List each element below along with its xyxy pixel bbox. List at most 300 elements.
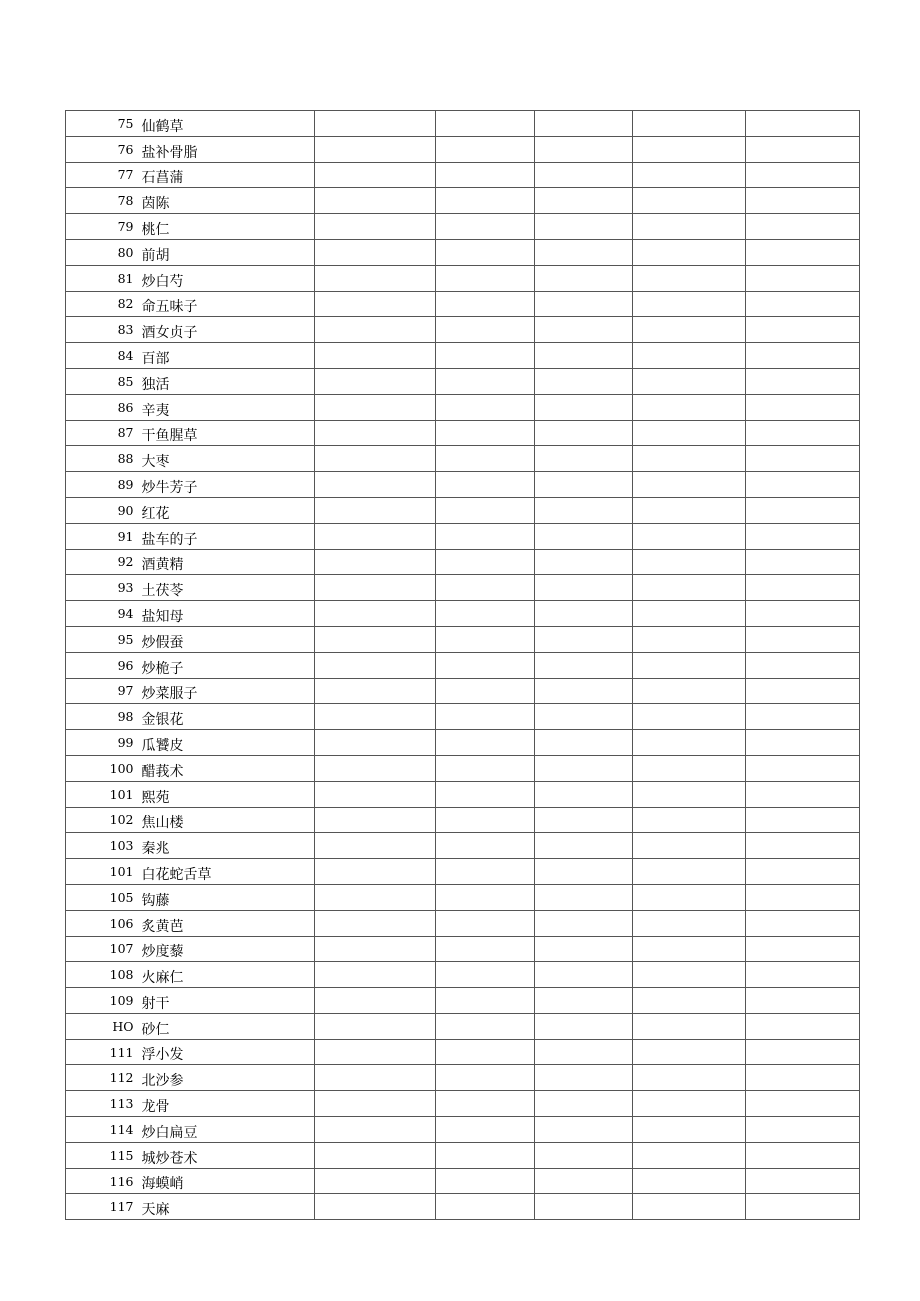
empty-cell (535, 678, 633, 704)
empty-cell (535, 730, 633, 756)
herb-name: 盐补骨脂 (141, 136, 315, 162)
empty-cell (633, 394, 746, 420)
empty-cell (315, 807, 436, 833)
row-number: 116 (66, 1168, 141, 1194)
empty-cell (436, 214, 535, 240)
herb-name: 前胡 (141, 239, 315, 265)
empty-cell (633, 1091, 746, 1117)
table-row (66, 343, 860, 369)
empty-cell (315, 317, 436, 343)
table-row (66, 1142, 860, 1168)
row-number: 112 (66, 1065, 141, 1091)
empty-cell (633, 1117, 746, 1143)
empty-cell (746, 549, 860, 575)
empty-cell (633, 988, 746, 1014)
table-row (66, 136, 860, 162)
empty-cell (436, 291, 535, 317)
empty-cell (436, 988, 535, 1014)
table-row (66, 936, 860, 962)
empty-cell (633, 781, 746, 807)
herb-name: 命五味子 (141, 291, 315, 317)
empty-cell (436, 807, 535, 833)
empty-cell (436, 420, 535, 446)
empty-cell (633, 807, 746, 833)
table-row (66, 652, 860, 678)
row-number: 82 (66, 291, 141, 317)
row-number: 92 (66, 549, 141, 575)
empty-cell (746, 988, 860, 1014)
empty-cell (633, 936, 746, 962)
table-row (66, 420, 860, 446)
table-row (66, 1013, 860, 1039)
empty-cell (535, 446, 633, 472)
row-number: 93 (66, 575, 141, 601)
empty-cell (746, 1091, 860, 1117)
empty-cell (436, 549, 535, 575)
empty-cell (746, 472, 860, 498)
empty-cell (436, 317, 535, 343)
empty-cell (315, 446, 436, 472)
table-row (66, 1194, 860, 1220)
herb-name: 土茯苓 (141, 575, 315, 601)
empty-cell (436, 1065, 535, 1091)
empty-cell (633, 1013, 746, 1039)
empty-cell (436, 111, 535, 137)
row-number: 101 (66, 859, 141, 885)
herb-name: 独活 (141, 368, 315, 394)
empty-cell (746, 781, 860, 807)
herb-table-container (65, 110, 859, 1220)
empty-cell (535, 549, 633, 575)
herb-name: 砂仁 (141, 1013, 315, 1039)
table-row (66, 162, 860, 188)
empty-cell (746, 575, 860, 601)
herb-name: 秦兆 (141, 833, 315, 859)
empty-cell (633, 678, 746, 704)
herb-name: 盐车的子 (141, 523, 315, 549)
herb-name: 火麻仁 (141, 962, 315, 988)
empty-cell (633, 317, 746, 343)
empty-cell (746, 652, 860, 678)
empty-cell (436, 936, 535, 962)
empty-cell (746, 239, 860, 265)
empty-cell (535, 394, 633, 420)
table-row (66, 884, 860, 910)
herb-name: 天麻 (141, 1194, 315, 1220)
empty-cell (535, 1117, 633, 1143)
empty-cell (535, 988, 633, 1014)
empty-cell (535, 136, 633, 162)
empty-cell (633, 549, 746, 575)
empty-cell (315, 1194, 436, 1220)
empty-cell (315, 678, 436, 704)
empty-cell (633, 111, 746, 137)
empty-cell (633, 136, 746, 162)
empty-cell (746, 394, 860, 420)
empty-cell (633, 291, 746, 317)
row-number: 111 (66, 1039, 141, 1065)
empty-cell (315, 523, 436, 549)
empty-cell (436, 884, 535, 910)
empty-cell (315, 962, 436, 988)
table-row (66, 678, 860, 704)
empty-cell (535, 1142, 633, 1168)
empty-cell (436, 755, 535, 781)
empty-cell (315, 1039, 436, 1065)
empty-cell (633, 859, 746, 885)
table-row (66, 1039, 860, 1065)
herb-name: 炒度藜 (141, 936, 315, 962)
empty-cell (436, 1142, 535, 1168)
empty-cell (436, 188, 535, 214)
empty-cell (633, 1065, 746, 1091)
empty-cell (746, 730, 860, 756)
row-number: 86 (66, 394, 141, 420)
herb-name: 百部 (141, 343, 315, 369)
empty-cell (746, 678, 860, 704)
empty-cell (746, 1117, 860, 1143)
empty-cell (315, 1091, 436, 1117)
empty-cell (436, 239, 535, 265)
herb-name: 炒白芍 (141, 265, 315, 291)
empty-cell (633, 652, 746, 678)
empty-cell (315, 497, 436, 523)
empty-cell (633, 214, 746, 240)
empty-cell (315, 343, 436, 369)
empty-cell (633, 497, 746, 523)
empty-cell (746, 755, 860, 781)
empty-cell (535, 781, 633, 807)
empty-cell (746, 1194, 860, 1220)
empty-cell (436, 162, 535, 188)
empty-cell (633, 239, 746, 265)
empty-cell (746, 1168, 860, 1194)
empty-cell (535, 704, 633, 730)
empty-cell (315, 136, 436, 162)
row-number: 105 (66, 884, 141, 910)
empty-cell (535, 239, 633, 265)
empty-cell (436, 652, 535, 678)
table-row (66, 111, 860, 137)
table-row (66, 859, 860, 885)
herb-name: 炒假蚕 (141, 626, 315, 652)
empty-cell (746, 188, 860, 214)
herb-name: 炒桅子 (141, 652, 315, 678)
table-row (66, 446, 860, 472)
empty-cell (633, 1168, 746, 1194)
empty-cell (746, 910, 860, 936)
empty-cell (633, 910, 746, 936)
empty-cell (436, 730, 535, 756)
table-row (66, 575, 860, 601)
herb-name: 炒菜服子 (141, 678, 315, 704)
empty-cell (746, 807, 860, 833)
empty-cell (535, 807, 633, 833)
empty-cell (535, 420, 633, 446)
empty-cell (315, 1013, 436, 1039)
row-number: 91 (66, 523, 141, 549)
empty-cell (633, 1142, 746, 1168)
empty-cell (746, 601, 860, 627)
empty-cell (535, 1168, 633, 1194)
herb-name: 炙黄芭 (141, 910, 315, 936)
empty-cell (746, 1013, 860, 1039)
empty-cell (746, 523, 860, 549)
row-number: 102 (66, 807, 141, 833)
table-row (66, 1065, 860, 1091)
table-row (66, 704, 860, 730)
empty-cell (746, 884, 860, 910)
empty-cell (436, 704, 535, 730)
empty-cell (535, 910, 633, 936)
empty-cell (633, 962, 746, 988)
empty-cell (633, 420, 746, 446)
empty-cell (315, 730, 436, 756)
table-row (66, 988, 860, 1014)
empty-cell (633, 368, 746, 394)
empty-cell (436, 833, 535, 859)
herb-name: 酒黄精 (141, 549, 315, 575)
row-number: 89 (66, 472, 141, 498)
empty-cell (535, 859, 633, 885)
empty-cell (633, 575, 746, 601)
empty-cell (535, 962, 633, 988)
empty-cell (746, 136, 860, 162)
empty-cell (633, 1039, 746, 1065)
empty-cell (535, 472, 633, 498)
row-number: 99 (66, 730, 141, 756)
row-number: 97 (66, 678, 141, 704)
table-row (66, 962, 860, 988)
table-row (66, 781, 860, 807)
herb-name: 大枣 (141, 446, 315, 472)
empty-cell (535, 291, 633, 317)
empty-cell (315, 265, 436, 291)
empty-cell (436, 472, 535, 498)
empty-cell (315, 239, 436, 265)
table-row (66, 239, 860, 265)
empty-cell (535, 755, 633, 781)
empty-cell (746, 214, 860, 240)
herb-name: 炒牛芳子 (141, 472, 315, 498)
empty-cell (535, 368, 633, 394)
empty-cell (746, 1142, 860, 1168)
table-row (66, 291, 860, 317)
empty-cell (436, 1013, 535, 1039)
row-number: HO (66, 1013, 141, 1039)
row-number: 98 (66, 704, 141, 730)
empty-cell (315, 1142, 436, 1168)
empty-cell (746, 420, 860, 446)
empty-cell (746, 859, 860, 885)
empty-cell (746, 1039, 860, 1065)
row-number: 106 (66, 910, 141, 936)
empty-cell (535, 601, 633, 627)
row-number: 117 (66, 1194, 141, 1220)
herb-name: 熙苑 (141, 781, 315, 807)
empty-cell (633, 162, 746, 188)
empty-cell (535, 575, 633, 601)
empty-cell (535, 162, 633, 188)
empty-cell (633, 188, 746, 214)
empty-cell (315, 188, 436, 214)
empty-cell (746, 291, 860, 317)
herb-name: 茵陈 (141, 188, 315, 214)
empty-cell (746, 317, 860, 343)
row-number: 85 (66, 368, 141, 394)
empty-cell (436, 343, 535, 369)
row-number: 114 (66, 1117, 141, 1143)
empty-cell (535, 626, 633, 652)
row-number: 83 (66, 317, 141, 343)
table-row (66, 755, 860, 781)
empty-cell (633, 730, 746, 756)
row-number: 84 (66, 343, 141, 369)
herb-table (65, 110, 860, 1220)
herb-name: 射干 (141, 988, 315, 1014)
empty-cell (315, 601, 436, 627)
empty-cell (535, 833, 633, 859)
herb-name: 城炒苍术 (141, 1142, 315, 1168)
empty-cell (535, 1194, 633, 1220)
row-number: 87 (66, 420, 141, 446)
empty-cell (315, 472, 436, 498)
empty-cell (746, 626, 860, 652)
empty-cell (633, 704, 746, 730)
row-number: 76 (66, 136, 141, 162)
empty-cell (315, 626, 436, 652)
empty-cell (315, 884, 436, 910)
empty-cell (633, 755, 746, 781)
empty-cell (436, 859, 535, 885)
empty-cell (535, 652, 633, 678)
table-row (66, 626, 860, 652)
herb-name: 酒女贞子 (141, 317, 315, 343)
empty-cell (436, 368, 535, 394)
empty-cell (315, 1065, 436, 1091)
empty-cell (436, 601, 535, 627)
table-row (66, 472, 860, 498)
row-number: 94 (66, 601, 141, 627)
table-row (66, 523, 860, 549)
empty-cell (535, 214, 633, 240)
empty-cell (535, 343, 633, 369)
empty-cell (315, 936, 436, 962)
empty-cell (746, 343, 860, 369)
herb-name: 金银花 (141, 704, 315, 730)
empty-cell (315, 1117, 436, 1143)
empty-cell (436, 781, 535, 807)
empty-cell (436, 497, 535, 523)
empty-cell (436, 1168, 535, 1194)
table-row (66, 1117, 860, 1143)
empty-cell (315, 859, 436, 885)
empty-cell (633, 601, 746, 627)
table-row (66, 730, 860, 756)
row-number: 100 (66, 755, 141, 781)
empty-cell (315, 162, 436, 188)
empty-cell (633, 446, 746, 472)
empty-cell (315, 1168, 436, 1194)
herb-name: 炒白扁豆 (141, 1117, 315, 1143)
empty-cell (746, 704, 860, 730)
herb-name: 桃仁 (141, 214, 315, 240)
empty-cell (746, 368, 860, 394)
row-number: 80 (66, 239, 141, 265)
empty-cell (436, 265, 535, 291)
row-number: 95 (66, 626, 141, 652)
empty-cell (746, 497, 860, 523)
empty-cell (535, 884, 633, 910)
table-row (66, 549, 860, 575)
empty-cell (315, 704, 436, 730)
row-number: 115 (66, 1142, 141, 1168)
row-number: 90 (66, 497, 141, 523)
empty-cell (746, 162, 860, 188)
empty-cell (633, 343, 746, 369)
empty-cell (315, 652, 436, 678)
empty-cell (436, 575, 535, 601)
empty-cell (315, 910, 436, 936)
herb-name: 盐知母 (141, 601, 315, 627)
empty-cell (535, 1065, 633, 1091)
empty-cell (436, 626, 535, 652)
empty-cell (633, 523, 746, 549)
table-row (66, 368, 860, 394)
herb-name: 醋莪术 (141, 755, 315, 781)
empty-cell (315, 755, 436, 781)
empty-cell (633, 472, 746, 498)
herb-name: 钩藤 (141, 884, 315, 910)
empty-cell (315, 781, 436, 807)
empty-cell (746, 111, 860, 137)
empty-cell (436, 394, 535, 420)
table-body (66, 111, 860, 1220)
row-number: 96 (66, 652, 141, 678)
empty-cell (746, 265, 860, 291)
empty-cell (633, 265, 746, 291)
empty-cell (436, 910, 535, 936)
herb-name: 北沙参 (141, 1065, 315, 1091)
herb-name: 浮小发 (141, 1039, 315, 1065)
table-row (66, 497, 860, 523)
row-number: 78 (66, 188, 141, 214)
empty-cell (436, 136, 535, 162)
table-row (66, 910, 860, 936)
row-number: 109 (66, 988, 141, 1014)
empty-cell (436, 1091, 535, 1117)
herb-name: 红花 (141, 497, 315, 523)
empty-cell (535, 1039, 633, 1065)
herb-name: 龙骨 (141, 1091, 315, 1117)
herb-name: 焦山楼 (141, 807, 315, 833)
table-row (66, 1168, 860, 1194)
empty-cell (315, 368, 436, 394)
empty-cell (436, 446, 535, 472)
table-row (66, 265, 860, 291)
herb-name: 石菖蒲 (141, 162, 315, 188)
herb-name: 辛夷 (141, 394, 315, 420)
empty-cell (746, 936, 860, 962)
row-number: 107 (66, 936, 141, 962)
empty-cell (315, 988, 436, 1014)
herb-name: 海蟆峭 (141, 1168, 315, 1194)
table-row (66, 1091, 860, 1117)
row-number: 108 (66, 962, 141, 988)
empty-cell (315, 575, 436, 601)
empty-cell (315, 833, 436, 859)
empty-cell (436, 523, 535, 549)
